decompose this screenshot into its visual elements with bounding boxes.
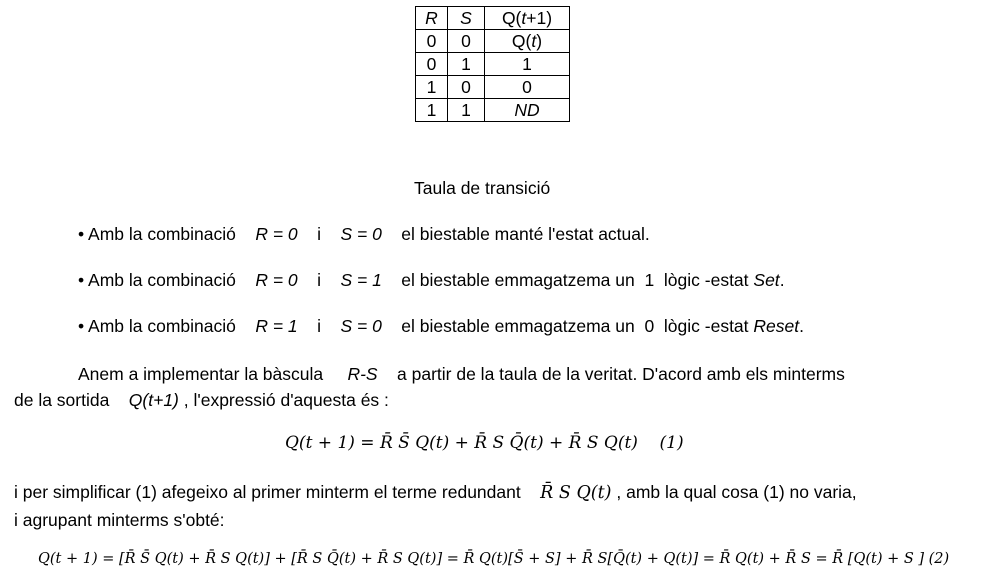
paragraph-line: i agrupant minterms s'obté: (14, 510, 225, 530)
truth-table-header (416, 7, 570, 30)
table-row (416, 76, 570, 99)
header-s: S (448, 7, 485, 30)
header-q: Q(t+1) (485, 7, 570, 30)
cell: 1 (448, 53, 485, 76)
bullet-item: • Amb la combinació R = 1 i S = 0 el biestable emmagatzema un 0 lògic -estat Reset. (78, 316, 804, 336)
paragraph-line: i per simplificar (1) afegeixo al primer minterm el terme redundant R̄ S Q(t) , amb la qual cosa (1) no varia, (14, 482, 857, 503)
cell: 1 (448, 99, 485, 122)
equation-1: Q(t + 1) = R̄ S̄ Q(t) + R̄ S Q̄(t) + R̄ S Q(t) (1) (285, 433, 684, 453)
table-row (416, 99, 570, 122)
cell: 0 (448, 30, 485, 53)
cell: ND (485, 99, 570, 122)
cell: 1 (416, 99, 448, 122)
table-row (416, 53, 570, 76)
header-r: R (416, 7, 448, 30)
cell: 0 (485, 76, 570, 99)
cell: 1 (485, 53, 570, 76)
cell: 0 (416, 53, 448, 76)
cell: 0 (416, 30, 448, 53)
paragraph-line: de la sortida Q(t+1) , l'expressió d'aquesta és : (14, 390, 389, 410)
table-caption: Taula de transició (414, 178, 551, 198)
truth-table (415, 6, 570, 122)
cell: 1 (416, 76, 448, 99)
table-row (416, 30, 570, 53)
cell: Q(t) (485, 30, 570, 53)
bullet-item: • Amb la combinació R = 0 i S = 0 el biestable manté l'estat actual. (78, 224, 650, 244)
equation-2: Q(t + 1) = [R̄ S̄ Q(t) + R̄ S Q(t)] + [R̄ S Q̄(t) + R̄ S Q(t)] = R̄ Q(t)[S̄ + S] + R̄ S[Q̄(t) + Q(t)] = R̄ Q(t) + R̄ S = R̄ [Q(t) + S ] (2) (38, 551, 950, 567)
bullet-item: • Amb la combinació R = 0 i S = 1 el biestable emmagatzema un 1 lògic -estat Set. (78, 270, 785, 290)
cell: 0 (448, 76, 485, 99)
paragraph-line: Anem a implementar la bàscula R-S a partir de la taula de la veritat. D'acord amb els minterms (78, 364, 845, 384)
